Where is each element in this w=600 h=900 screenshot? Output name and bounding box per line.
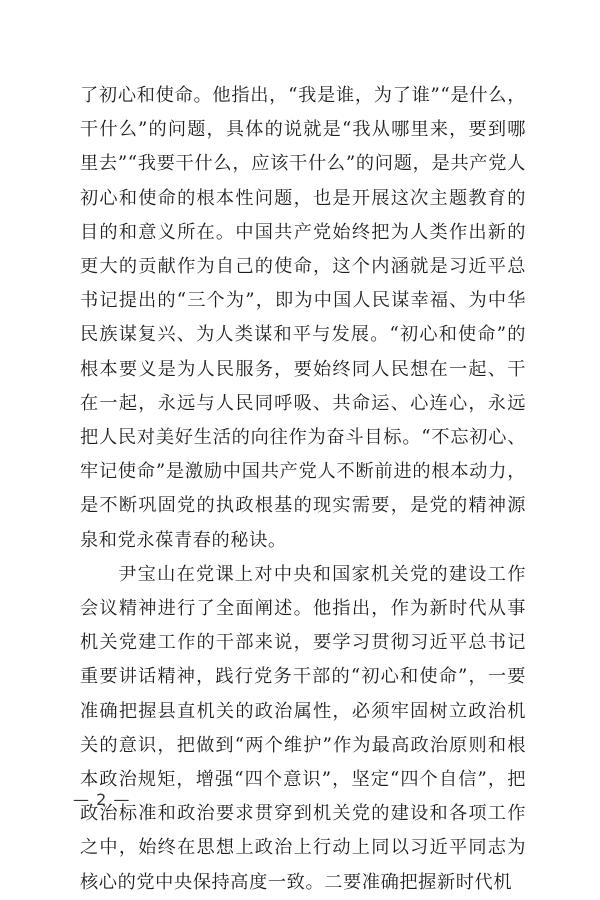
body-text <box>80 79 526 900</box>
page-number: — 2 — <box>73 790 131 809</box>
paragraph-1: 了初心和使命。他指出，“我是谁，为了谁”“是什么，干什么”的问题，具体的说就是“我从哪里来，要到哪里去”“我要干什么，应该干什么”的问题，是共产党人初心和使命的根本性问题，也是开展这次主题教育的目的和意义所在。中国共产党始终把为人类作出新的更大的贡献作为自己的使命，这个内涵就是习近平总书记提出的“三个为”，即为中国人民谋幸福、为中华民族谋复兴、为人类谋和平与发展。“初心和使命”的根本要义是为人民服务，要始终同人民想在一起、干在一起，永远与人民同呼吸、共命运、心连心，永远把人民对美好生活的向往作为奋斗目标。“不忘初心、牢记使命”是激励中国共产党人不断前进的根本动力，是不断巩固党的执政根基的现实需要，是党的精神源泉和党永葆青春的秘诀。 <box>80 85 526 551</box>
paragraph-2: 尹宝山在党课上对中央和国家机关党的建设工作会议精神进行了全面阐述。他指出，作为新时代从事机关党建工作的干部来说，要学习贯彻习近平总书记重要讲话精神，践行党务干部的“初心和使命”，一要准确把握县直机关的政治属性，必须牢固树立政治机关的意识，把做到“两个维护”作为最高政治原则和根本政治规矩，增强“四个意识”，坚定“四个自信”，把政治标准和政治要求贯穿到机关党的建设和各项工作之中，始终在思想上政治上行动上同以习近平同志为核心的党中央保持高度一致。二要准确把握新时代机 <box>80 563 526 893</box>
